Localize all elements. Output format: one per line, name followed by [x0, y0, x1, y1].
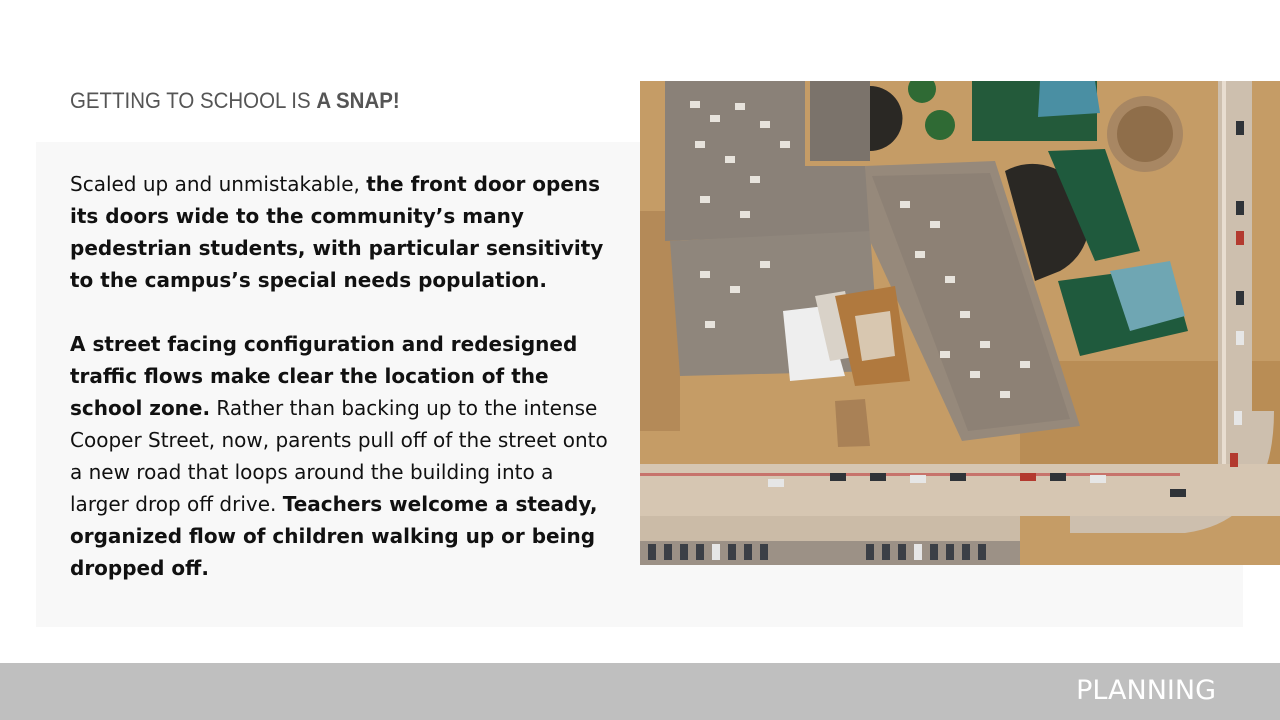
body-text — [70, 168, 610, 584]
aerial-campus-photo — [640, 81, 1280, 565]
p2-bold-2: Teachers welcome a steady, organized flow of children walking up or being dropped off. — [70, 492, 598, 580]
footer-section-label: PLANNING — [1076, 675, 1216, 706]
paragraph-front-door — [70, 168, 610, 296]
p2-bold-1: A street facing configuration and redesigned traffic flows make clear the location of the school zone. — [70, 332, 578, 420]
title-bold: A SNAP! — [316, 88, 400, 113]
footer-bar — [0, 663, 1280, 720]
slide-title — [70, 88, 400, 114]
title-regular: GETTING TO SCHOOL IS — [70, 88, 317, 113]
paragraph-traffic-flow — [70, 328, 610, 584]
p1-regular-1: Scaled up and unmistakable, — [70, 172, 367, 196]
p1-bold-1: the front door opens its doors wide to the community’s many pedestrian students, with particular sensitivity to the campus’s special needs population. — [70, 172, 604, 292]
aerial-photo-illustration — [640, 81, 1280, 565]
p2-regular-1: Rather than backing up to the intense Cooper Street, now, parents pull off of the street onto a new road that loops around the building into a larger drop off drive. — [70, 396, 608, 516]
